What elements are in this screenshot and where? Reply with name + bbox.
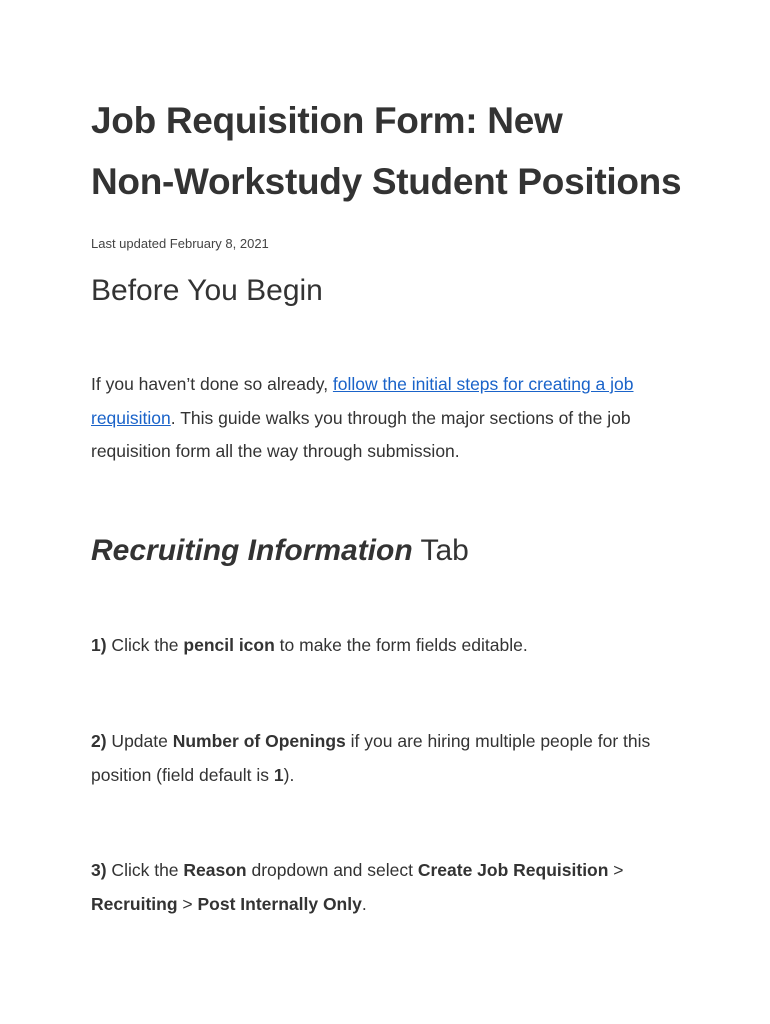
step-text: . <box>361 893 367 914</box>
step-text: Update <box>106 731 173 751</box>
last-updated-date: Last updated February 8, 2021 <box>91 236 269 251</box>
intro-text-suffix: . This guide walks you through the major sections of the job requisition form all the way through submission. <box>91 407 631 461</box>
section-heading-emphasis: Recruiting Information <box>91 534 413 567</box>
step-emphasis: Recruiting <box>91 893 178 914</box>
step-2-paragraph <box>91 725 681 792</box>
step-number: 3) <box>91 860 107 880</box>
step-text: if you are hiring multiple people for this position (field default is <box>91 731 651 785</box>
section-heading-suffix: Tab <box>412 534 469 567</box>
step-number: 2) <box>91 731 107 751</box>
initial-steps-link[interactable]: follow the initial steps for creating a job requisition <box>91 374 634 428</box>
intro-text-prefix: If you haven’t done so already, <box>91 374 333 394</box>
step-emphasis: 1 <box>273 764 284 785</box>
step-text: to make the form fields editable. <box>274 635 528 655</box>
step-text: Click the <box>106 635 184 655</box>
step-number: 1) <box>91 635 107 655</box>
page-title-line-1: Job Requisition Form: New <box>91 100 563 141</box>
section-heading-before-you-begin: Before You Begin <box>91 274 323 307</box>
step-emphasis: pencil icon <box>183 635 275 655</box>
step-text: > <box>608 860 624 880</box>
step-text: > <box>177 893 198 914</box>
step-3-paragraph <box>91 854 681 921</box>
intro-paragraph <box>91 368 681 469</box>
step-text: Click the <box>106 860 184 880</box>
page-title-line-2: Non-Workstudy Student Positions <box>91 161 682 202</box>
section-heading-recruiting-information <box>91 534 469 568</box>
step-text: ). <box>283 764 295 785</box>
step-text: dropdown and select <box>246 860 418 880</box>
step-emphasis: Create Job Requisition <box>417 860 609 880</box>
step-emphasis: Post Internally Only <box>197 893 362 914</box>
step-emphasis: Reason <box>183 860 247 880</box>
page-title <box>91 90 691 212</box>
step-emphasis: Number of Openings <box>172 731 346 751</box>
step-1-paragraph <box>91 629 681 663</box>
